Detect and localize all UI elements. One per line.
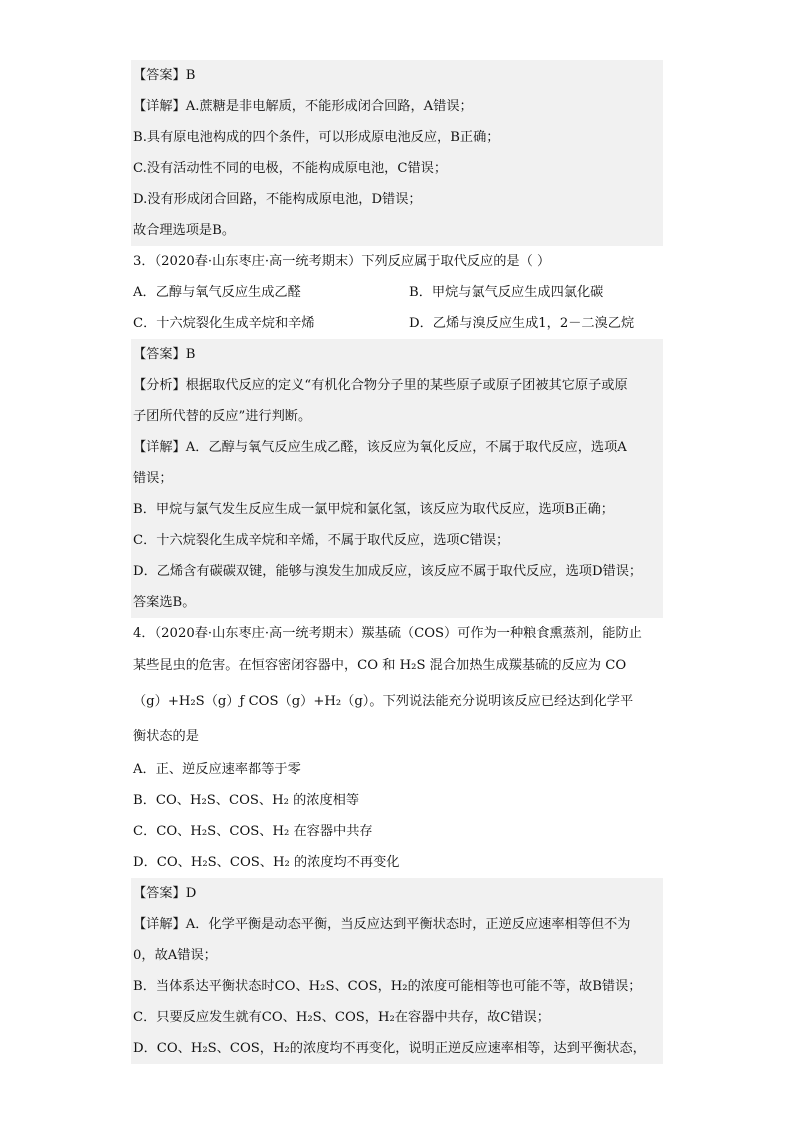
question-stem: 4．（2020春·山东枣庄·高一统考期末）羰基硫（COS）可作为一种粮食熏蒸剂，能防止 (133, 626, 642, 641)
question-stem: 3．（2020春·山东枣庄·高一统考期末）下列反应属于取代反应的是（ ） (133, 254, 551, 269)
option-a: A．正、逆反应速率都等于零 (133, 762, 301, 777)
option-d: D．CO、H₂S、COS、H₂ 的浓度均不再变化 (133, 855, 400, 870)
answer-line: 【答案】B (133, 347, 196, 362)
detail-line: 错误； (133, 471, 173, 486)
detail-line: 故合理选项是B。 (133, 223, 236, 238)
detail-line: 【详解】A．化学平衡是动态平衡，当反应达到平衡状态时，正逆反应速率相等但不为 (133, 917, 631, 932)
option-row (131, 277, 663, 308)
analysis-line: 【分析】根据取代反应的定义“有机化合物分子里的某些原子或原子团被其它原子或原 (133, 378, 628, 393)
q2-answer-block (131, 60, 663, 246)
detail-line: 【详解】A.蔗糖是非电解质，不能形成闭合回路，A错误； (133, 99, 473, 114)
document-page (131, 60, 663, 1064)
option-d: D．乙烯与溴反应生成1，2－二溴乙烷 (409, 316, 635, 331)
detail-line: 答案选B。 (133, 595, 196, 610)
q3-answer-block (131, 339, 663, 618)
question-stem: 衡状态的是 (133, 729, 199, 744)
analysis-line: 子团所代替的反应”进行判断。 (133, 409, 312, 424)
q4-question (131, 618, 663, 878)
q4-answer-block (131, 878, 663, 1064)
detail-line: C．只要反应发生就有CO、H₂S、COS，H₂在容器中共存，故C错误； (133, 1010, 550, 1025)
answer-line: 【答案】B (133, 68, 196, 83)
detail-line: D.没有形成闭合回路，不能构成原电池，D错误； (133, 192, 422, 207)
detail-line: B.具有原电池构成的四个条件，可以形成原电池反应，B正确； (133, 130, 500, 145)
detail-line: B．甲烷与氯气发生反应生成一氯甲烷和氯化氢，该反应为取代反应，选项B正确； (133, 502, 614, 517)
option-c: C．十六烷裂化生成辛烷和辛烯 (133, 316, 315, 331)
answer-line: 【答案】D (133, 886, 197, 901)
detail-line: D．CO、H₂S、COS，H₂的浓度均不再变化，说明正逆反应速率相等，达到平衡状态， (133, 1041, 646, 1056)
option-b: B．甲烷与氯气反应生成四氯化碳 (409, 285, 604, 300)
detail-line: 【详解】A．乙醇与氧气反应生成乙醛，该反应为氧化反应，不属于取代反应，选项A (133, 440, 627, 455)
option-b: B．CO、H₂S、COS、H₂ 的浓度相等 (133, 793, 360, 808)
question-stem: 某些昆虫的危害。在恒容密闭容器中，CO 和 H₂S 混合加热生成羰基硫的反应为 CO (133, 658, 627, 673)
detail-line: C．十六烷裂化生成辛烷和辛烯，不属于取代反应，选项C错误； (133, 533, 510, 548)
option-row (131, 308, 663, 339)
option-c: C．CO、H₂S、COS、H₂ 在容器中共存 (133, 824, 373, 839)
question-stem: （g）+H₂S（g）ƒ COS（g）+H₂（g）。下列说法能充分说明该反应已经达到化学平 (133, 694, 634, 709)
detail-line: D．乙烯含有碳碳双键，能够与溴发生加成反应，该反应不属于取代反应，选项D错误； (133, 564, 643, 579)
q3-question (131, 246, 663, 339)
detail-line: B．当体系达平衡状态时CO、H₂S、COS，H₂的浓度可能相等也可能不等，故B错误； (133, 979, 642, 994)
option-a: A．乙醇与氧气反应生成乙醛 (133, 285, 301, 300)
detail-line: C.没有活动性不同的电极，不能构成原电池，C错误； (133, 161, 448, 176)
detail-line: 0，故A错误； (133, 948, 217, 963)
